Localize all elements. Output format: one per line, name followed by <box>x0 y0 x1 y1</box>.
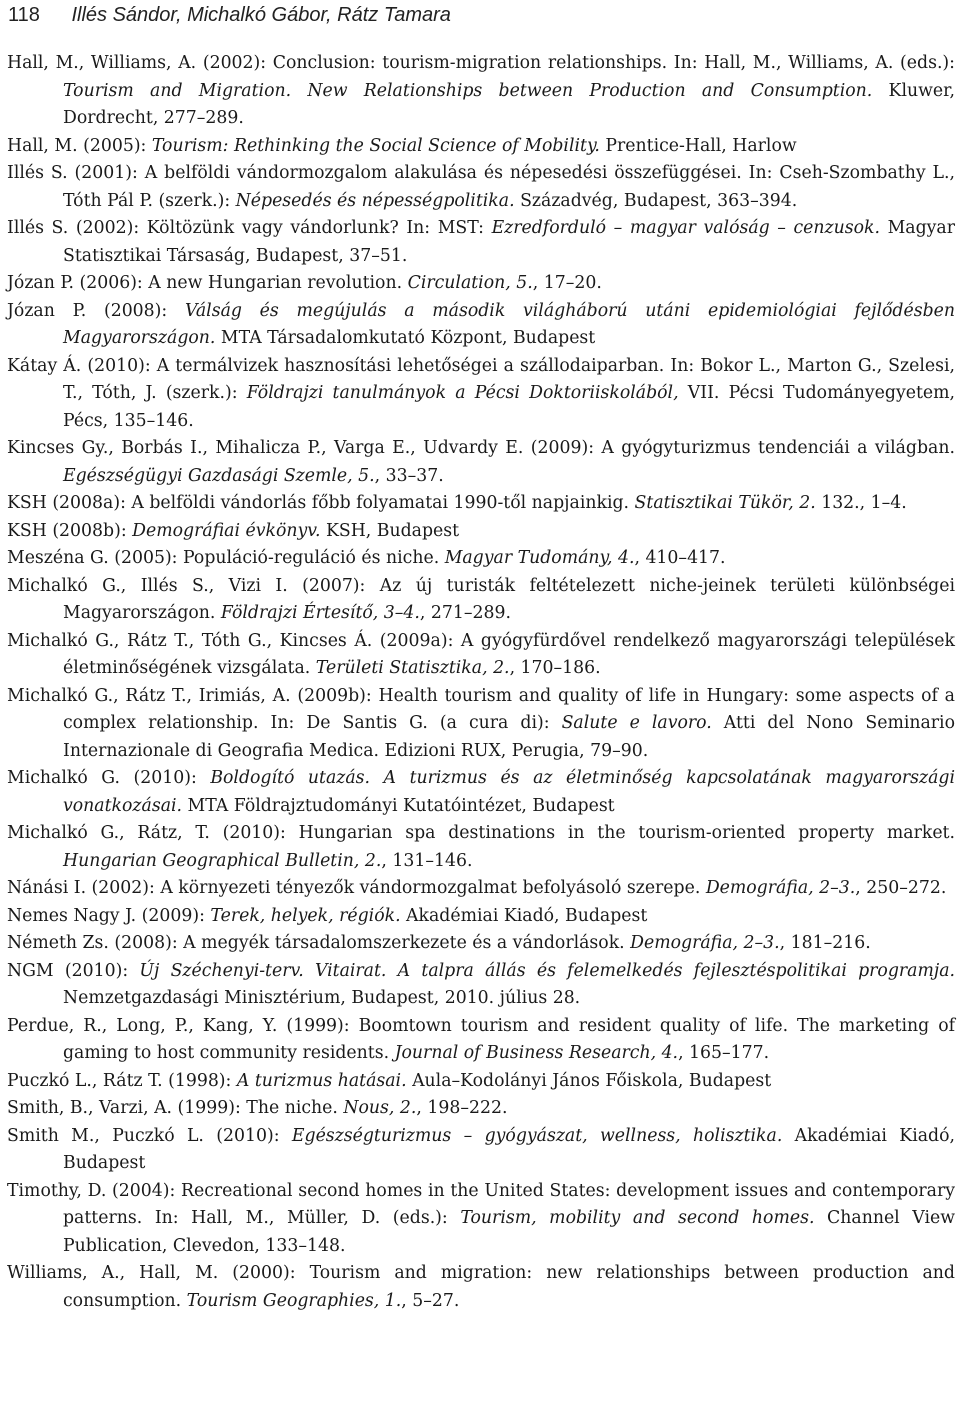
reference-text: , 5–27. <box>401 1290 460 1311</box>
reference-text: Kincses Gy., Borbás I., Mihalicza P., Varga E., Udvardy E. (2009): A gyógyturizmus tendenciái a világban. <box>7 438 955 458</box>
reference-entry <box>7 353 955 436</box>
reference-text: Channel View Publication, Clevedon, 133–148. <box>63 1208 956 1256</box>
reference-entry <box>7 820 955 875</box>
reference-text: Atti del Nono Seminario Internazionale di Geografia Medica. Edizioni RUX, Perugia, 79–90. <box>63 713 955 761</box>
reference-text: Józan P. (2006): A new Hungarian revolution. <box>7 273 408 293</box>
reference-text: , 33–37. <box>374 465 444 486</box>
reference-text: Perdue, R., Long, P., Kang, Y. (1999): Boomtown tourism and resident quality of life. The marketing of gaming to host community residents. <box>7 1015 955 1063</box>
reference-entry <box>7 298 955 353</box>
reference-text: Századvég, Budapest, 363–394. <box>514 190 798 211</box>
reference-text: Michalkó G., Rátz, T. (2010): Hungarian spa destinations in the tourism-oriented property market. <box>7 823 955 843</box>
reference-text: Aula–Kodolányi János Főiskola, Budapest <box>406 1070 772 1091</box>
reference-text: MTA Földrajztudományi Kutatóintézet, Budapest <box>182 795 615 816</box>
reference-title-italic: Ezredforduló – magyar valóság – cenzusok. <box>491 218 881 238</box>
reference-entry <box>7 903 955 931</box>
reference-entry <box>7 573 955 628</box>
reference-entry <box>7 490 955 518</box>
reference-entry <box>7 545 955 573</box>
reference-text: Nemes Nagy J. (2009): <box>7 905 211 926</box>
reference-text: Williams, A., Hall, M. (2000): Tourism and migration: new relationships between production and consumption. <box>7 1263 955 1311</box>
reference-title-italic: Nous, 2. <box>343 1098 417 1118</box>
reference-text: , 271–289. <box>419 603 512 623</box>
reference-entry <box>7 518 955 546</box>
reference-text: Hall, M., Williams, A. (2002): Conclusion: tourism-migration relationships. In: Hall, M., Williams, A. (eds.): <box>7 53 955 73</box>
reference-text: Puczkó L., Rátz T. (1998): <box>7 1070 237 1091</box>
reference-title-italic: A turizmus hatásai. <box>236 1070 407 1091</box>
reference-entry <box>7 270 955 298</box>
reference-entry <box>7 628 955 683</box>
reference-title-italic: Válság és megújulás a második világháború utáni epidemiológiai fejlődésben Magyarországon. <box>63 300 955 348</box>
reference-title-italic: Boldogító utazás. A turizmus és az életminőség kapcsolatának magyarországi vonatkozásai. <box>63 768 956 816</box>
reference-title-italic: Új Széchenyi-terv. Vitairat. A talpra állás és felemelkedés fejlesztéspolitikai programja. <box>139 960 955 981</box>
reference-text: Akadémiai Kiadó, Budapest <box>63 1125 955 1173</box>
reference-text: KSH (2008b): <box>7 520 133 541</box>
reference-entry <box>7 683 955 766</box>
reference-text: Kátay Á. (2010): A termálvizek hasznosítási lehetőségei a szállodaiparban. In: Bokor L., Marton G., Szelesi, T., Tóth, J. (szerk.): <box>7 355 955 403</box>
reference-title-italic: Tourism, mobility and second homes. <box>460 1208 815 1228</box>
reference-text: Nemzetgazdasági Minisztérium, Budapest, 2010. július 28. <box>63 988 581 1008</box>
reference-text: Michalkó G., Rátz T., Tóth G., Kincses Á. (2009a): A gyógyfürdővel rendelkező magyarországi települések életminőségének vizsgálata. <box>7 630 955 678</box>
running-head-authors: Illés Sándor, Michalkó Gábor, Rátz Tamara <box>71 4 451 26</box>
reference-text: Nánási I. (2002): A környezeti tényezők vándormozgalmat befolyásoló szerepe. <box>7 878 706 898</box>
reference-text: Illés S. (2001): A belföldi vándormozgalom alakulása és népesedési összefüggései. In: Cseh-Szombathy L., Tóth Pál P. (szerk.): <box>7 163 955 211</box>
reference-entry <box>7 1178 955 1261</box>
reference-title-italic: Salute e lavoro. <box>561 713 712 733</box>
reference-text: , 181–216. <box>779 933 871 953</box>
reference-text: Magyar Statisztikai Társaság, Budapest, 37–51. <box>63 218 955 266</box>
reference-text: , 198–222. <box>416 1098 508 1118</box>
reference-text: Meszéna G. (2005): Populáció-reguláció és niche. <box>7 548 445 568</box>
reference-text: , 410–417. <box>634 548 726 568</box>
reference-text: NGM (2010): <box>7 960 140 981</box>
reference-title-italic: Circulation, 5. <box>407 273 533 293</box>
reference-text: KSH (2008a): A belföldi vándorlás főbb folyamatai 1990-től napjainkig. <box>7 493 635 513</box>
reference-text: Timothy, D. (2004): Recreational second homes in the United States: development issues and contemporary patterns. In: Hall, M., Müller, D. (eds.): <box>7 1180 955 1228</box>
reference-entry <box>7 1095 955 1123</box>
reference-text: 132., 1–4. <box>815 493 907 513</box>
reference-text: Smith, B., Varzi, A. (1999): The niche. <box>7 1098 344 1118</box>
reference-text: Michalkó G., Rátz T., Irimiás, A. (2009b): Health tourism and quality of life in Hungary: some aspects of a complex relationship. In: De Santis G. (a cura di): <box>7 685 955 733</box>
reference-title-italic: Tourism Geographies, 1. <box>186 1290 402 1311</box>
reference-title-italic: Tourism and Migration. New Relationships between Production and Consumption. <box>63 80 873 101</box>
reference-title-italic: Demográfiai évkönyv. <box>132 520 321 541</box>
reference-title-italic: Journal of Business Research, 4. <box>394 1043 679 1063</box>
reference-text: Hall, M. (2005): <box>7 135 152 156</box>
reference-title-italic: Egészségügyi Gazdasági Szemle, 5. <box>63 465 375 486</box>
reference-title-italic: Hungarian Geographical Bulletin, 2. <box>63 850 382 871</box>
reference-text: KSH, Budapest <box>320 520 460 541</box>
reference-text: , 131–146. <box>381 850 473 871</box>
reference-entry <box>7 930 955 958</box>
reference-entry <box>7 1013 955 1068</box>
reference-entry <box>7 215 955 270</box>
reference-title-italic: Demográfia, 2–3. <box>705 878 856 898</box>
reference-text: Prentice-Hall, Harlow <box>599 135 797 156</box>
reference-entry <box>7 435 955 490</box>
reference-entry <box>7 50 955 133</box>
reference-text: , 165–177. <box>678 1043 770 1063</box>
reference-entry <box>7 958 955 1013</box>
reference-text: Kluwer, Dordrecht, 277–289. <box>63 80 955 128</box>
reference-text: Smith M., Puczkó L. (2010): <box>7 1125 292 1146</box>
reference-text: VII. Pécsi Tudományegyetem, Pécs, 135–146. <box>63 383 956 431</box>
reference-text: Michalkó G. (2010): <box>7 768 211 788</box>
reference-text: , 17–20. <box>532 273 602 293</box>
reference-title-italic: Egészségturizmus – gyógyászat, wellness, holisztika. <box>291 1125 783 1146</box>
reference-entry <box>7 1068 955 1096</box>
reference-entry <box>7 1260 955 1315</box>
reference-title-italic: Népesedés és népességpolitika. <box>235 190 515 211</box>
reference-title-italic: Magyar Tudomány, 4. <box>444 548 635 568</box>
reference-title-italic: Demográfia, 2–3. <box>630 933 780 953</box>
reference-text: MTA Társadalomkutató Központ, Budapest <box>215 328 596 348</box>
page-number: 118 <box>8 4 40 26</box>
reference-text: , 170–186. <box>509 658 601 678</box>
reference-entry <box>7 1123 955 1178</box>
reference-text: Illés S. (2002): Költözünk vagy vándorlunk? In: MST: <box>7 218 492 238</box>
reference-text: Józan P. (2008): <box>7 300 185 321</box>
reference-title-italic: Földrajzi tanulmányok a Pécsi Doktoriiskolából, <box>246 383 679 403</box>
reference-title-italic: Tourism: Rethinking the Social Science of Mobility. <box>151 135 600 156</box>
reference-entry <box>7 875 955 903</box>
reference-text: , 250–272. <box>855 878 947 898</box>
reference-text: Michalkó G., Illés S., Vizi I. (2007): Az új turisták feltételezett niche-jeinek területi különbségei Magyarországon. <box>7 575 955 623</box>
reference-entry <box>7 133 955 161</box>
reference-entry <box>7 160 955 215</box>
reference-title-italic: Területi Statisztika, 2. <box>315 658 510 678</box>
reference-entry <box>7 765 955 820</box>
page-header <box>8 2 451 28</box>
reference-title-italic: Földrajzi Értesítő, 3–4. <box>220 603 420 623</box>
reference-list <box>7 50 955 1315</box>
reference-title-italic: Terek, helyek, régiók. <box>210 905 401 926</box>
reference-title-italic: Statisztikai Tükör, 2. <box>634 493 816 513</box>
reference-text: Akadémiai Kiadó, Budapest <box>400 905 648 926</box>
reference-text: Németh Zs. (2008): A megyék társadalomszerkezete és a vándorlások. <box>7 933 631 953</box>
